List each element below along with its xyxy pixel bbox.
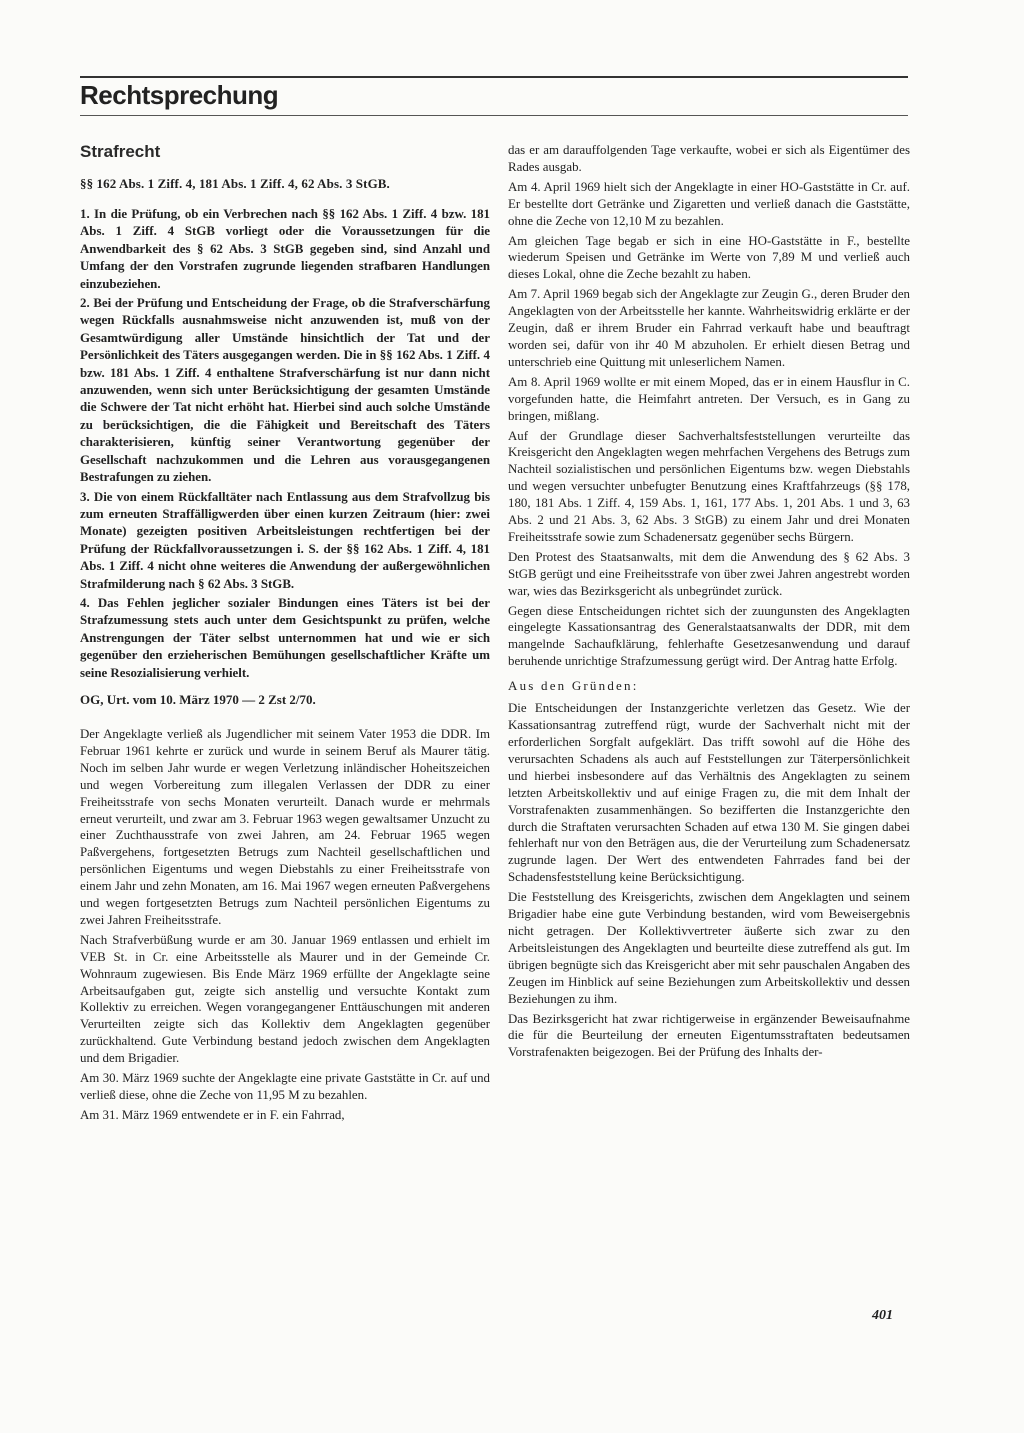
body-paragraph: Die Entscheidungen der Instanzgerichte verletzen das Gesetz. Wie der Kassationsantrag zutreffend rügt, wurde der Sachverhalt nicht mit der erforderlichen Sorgfalt aufgeklärt. Das trifft sowohl auf die Höhe des verursachten Schadens als auch auf Feststellungen zur Täterpersönlichkeit und hierbei insbesondere auf das Verhältnis des Angeklagten zu seinem letzten Arbeitskollektiv und auf einige Fragen zu, die mit dem Inhalt der Vorstrafenakten zusammenhängen. So bezifferten die Instanzgerichte den durch die Straftaten verursachten Schaden auf etwa 130 M. Sie gingen dabei fehlerhaft nur von den Beträgen aus, die der Verurteilung zum Schadenersatz zugrunde lagen. Der Wert des entwendeten Fahrrades fand bei der Schadensfeststellung keine Berücksichtigung. [508, 701, 910, 885]
body-paragraph: Das Bezirksgericht hat zwar richtigerweise in ergänzender Beweisaufnahme die für die Beurteilung der erneuten Eigentumsstraftaten bedeutsamen Vorstrafenakten beigezogen. Bei der Prüfung des Inhalts der- [508, 1011, 910, 1060]
body-paragraph: Die Feststellung des Kreisgerichts, zwischen dem Angeklagten und seinem Brigadier habe eine gute Verbindung bestanden, wird vom Beweisergebnis nicht getragen. Der Kollektivvertreter äußerte sich zwar zu den Arbeitsleistungen des Angeklagten und beurteilte diese zutreffend als gut. Im übrigen begnügte sich das Kreisgericht aber mit sehr pauschalen Angaben des Zeugen im Hinblick auf seine Beziehungen zum Arbeitskollektiv und dessen Beziehungen zu ihm. [508, 890, 910, 1006]
body-paragraph: Am 31. März 1969 entwendete er in F. ein Fahrrad, [80, 1107, 345, 1122]
body-paragraph: Nach Strafverbüßung wurde er am 30. Januar 1969 entlassen und erhielt im VEB St. in Cr. eine Arbeitsstelle als Maurer und in der Gemeinde Cr. Wohnraum zugewiesen. Bis Ende März 1969 erfüllte der Angeklagte seine Arbeitsaufgaben gut, zeigte sich anstellig und versuchte Kontakt zum Kollektiv zu erreichen. Wegen vorangegangener Enttäuschungen mit anderen Verurteilten zeigte sich das Kollektiv dem Angeklagten gegenüber zurückhaltend. Gute Verbindung bestand jedoch zwischen dem Angeklagten und dem Brigadier. [80, 932, 490, 1066]
body-paragraph: Am 8. April 1969 wollte er mit einem Moped, das er in einem Hausflur in C. vorgefunden hatte, die Heimfahrt antreten. Der Versuch, es in Gang zu bringen, mißlang. [508, 374, 910, 423]
headnote: 1. In die Prüfung, ob ein Verbrechen nach §§ 162 Abs. 1 Ziff. 4 bzw. 181 Abs. 1 Ziff. 4 StGB vorliegt oder die Voraussetzungen für die Anwendbarkeit des § 62 Abs. 3 StGB gegeben sind, sind Anzahl und Umfang der den Vorstrafen zugrunde liegenden strafbaren Handlungen einzubeziehen. [80, 207, 490, 291]
headnote: 3. Die von einem Rückfalltäter nach Entlassung aus dem Strafvollzug bis zum erneuten Straffälligwerden über einen kurzen Zeitraum (hier: zwei Monate) gezeigten positiven Arbeitsleistungen rechtfertigen bei der Prüfung der Rückfallvoraussetzungen i. S. der §§ 162 Abs. 1 Ziff. 4, 181 Abs. 1 Ziff. 4 nicht ohne weiteres die Anwendung der außergewöhnlichen Strafmilderung nach § 62 Abs. 3 StGB. [80, 489, 490, 591]
body-paragraph: Gegen diese Entscheidungen richtet sich der zuungunsten des Angeklagten eingelegte Kassationsantrag des Generalstaatsanwalts der DDR, mit dem mangelnde Sachaufklärung, fehlerhafte Gesetzesanwendung und darauf beruhende unrichtige Strafzumessung gerügt wird. Der Antrag hatte Erfolg. [508, 603, 910, 669]
heading-rule [80, 115, 908, 116]
left-column [80, 140, 490, 1127]
page-number: 401 [872, 1308, 893, 1323]
body-paragraph: Am 7. April 1969 begab sich der Angeklagte zur Zeugin G., deren Bruder den Angeklagten von der Arbeitsstelle her kannte. Wahrheitswidrig erklärte er der Zeugin, daß er ihrem Bruder ein Fahrrad verkauft habe und beauftragt worden sei, dafür von ihr 40 M abzuholen. Er erhielt diesen Betrag und unterschrieb eine Quittung mit unleserlichem Namen. [508, 287, 910, 369]
headnote: 4. Das Fehlen jeglicher sozialer Bindungen eines Täters ist bei der Strafzumessung stets auch unter dem Gesichtspunkt zu prüfen, welche Anstrengungen der Täter selbst unternommen hat und wie er sich gegenüber den erzieherischen Bemühungen gesellschaftlicher Kräfte um seine Resozialisierung verhielt. [80, 595, 490, 680]
body-paragraph: Den Protest des Staatsanwalts, mit dem die Anwendung des § 62 Abs. 3 StGB gerügt und eine Freiheitsstrafe von über zwei Jahren angestrebt worden war, wies das Bezirksgericht als unbegründet zurück. [508, 549, 910, 598]
grounds-heading: Aus den Gründen: [508, 678, 639, 694]
body-paragraph: Am gleichen Tage begab er sich in eine HO-Gaststätte in F., bestellte wiederum Speisen und Getränke im Werte von 7,89 M und verließ auch dieses Lokal, ohne die Zeche bezahlt zu haben. [508, 233, 910, 282]
body-paragraph: Der Angeklagte verließ als Jugendlicher mit seinem Vater 1953 die DDR. Im Februar 1961 kehrte er zurück und wurde in seinem Beruf als Maurer tätig. Noch im selben Jahr wurde er wegen Verletzung inländischer Hoheitszeichen und wegen Vorbereitung zum illegalen Verlassen der DDR zu einer Freiheitsstrafe von sechs Monaten verurteilt. Danach wurde er mehrmals erneut verurteilt, und zwar am 3. Februar 1963 wegen gewaltsamer Unzucht zu einer Zuchthausstrafe von zwei Jahren, am 24. Februar 1965 wegen Paßvergehens, fortgesetzten Betrugs zum Nachteil gesellschaftlichen und persönlichen Eigentums und wegen Diebstahls zu einer Freiheitsstrafe von einem Jahr und zehn Monaten, am 16. Mai 1967 wegen erneuten Paßvergehens und wegen fortgesetzten Betrugs zum Nachteil persönlichen Eigentums zu zwei Jahren Freiheitsstrafe. [80, 726, 490, 927]
body-paragraph: Am 30. März 1969 suchte der Angeklagte eine private Gaststätte in Cr. auf und verließ diese, ohne die Zeche von 11,95 M zu bezahlen. [80, 1071, 490, 1102]
court-reference: OG, Urt. vom 10. März 1970 — 2 Zst 2/70. [80, 691, 316, 707]
statute-citation: §§ 162 Abs. 1 Ziff. 4, 181 Abs. 1 Ziff. 4, 62 Abs. 3 StGB. [80, 176, 390, 191]
subheading: Strafrecht [80, 142, 161, 161]
body-paragraph: das er am darauffolgenden Tage verkaufte, wobei er sich als Eigentümer des Rades ausgab. [508, 143, 910, 174]
headnote: 2. Bei der Prüfung und Entscheidung der Frage, ob die Strafverschärfung wegen Rückfalls ausnahmsweise nicht anzuwenden ist, muß von der Gesamtwürdigung aller Umstände hinsichtlich der Tat und der Persönlichkeit des Täters ausgegangen werden. Die in §§ 162 Abs. 1 Ziff. 4 bzw. 181 Abs. 1 Ziff. 4 enthaltene Strafverschärfung ist nur dann nicht anzuwenden, wenn sich unter Berücksichtigung der gesamten Umstände die Schwere der Tat nicht erhöht hat. Hierbei sind auch solche Umstände zu berücksichtigen, die die Fähigkeit und Bereitschaft des Täters charakterisieren, künftig seiner Verantwortung gegenüber der Gesellschaft nachzukommen und die Lehren aus vorausgegangenen Bestrafungen zu ziehen. [80, 296, 490, 485]
body-paragraph: Am 4. April 1969 hielt sich der Angeklagte in einer HO-Gaststätte in Cr. auf. Er bestellte dort Getränke und Zigaretten und verließ danach die Gaststätte, ohne die Zeche von 12,10 M zu bezahlen. [508, 179, 910, 228]
right-column [508, 142, 910, 1064]
body-paragraph: Auf der Grundlage dieser Sachverhaltsfeststellungen verurteilte das Kreisgericht den Angeklagten wegen mehrfachen Vergehens des Betrugs zum Nachteil sozialistischen und persönlichen Eigentums bzw. wegen Diebstahls und wegen versuchter unbefugter Benutzung eines Kraftfahrzeugs (§§ 178, 180, 181 Abs. 1 Ziff. 4, 159 Abs. 1, 161, 177 Abs. 1, 201 Abs. 1 und 3, 63 Abs. 2 und 21 Abs. 3, 62 Abs. 3 StGB) zu einem Jahr und drei Monaten Freiheitsstrafe sowie zum Schadenersatz gegenüber sechs Bürgern. [508, 428, 910, 544]
top-rule [80, 76, 908, 78]
section-heading: Rechtsprechung [80, 80, 279, 110]
